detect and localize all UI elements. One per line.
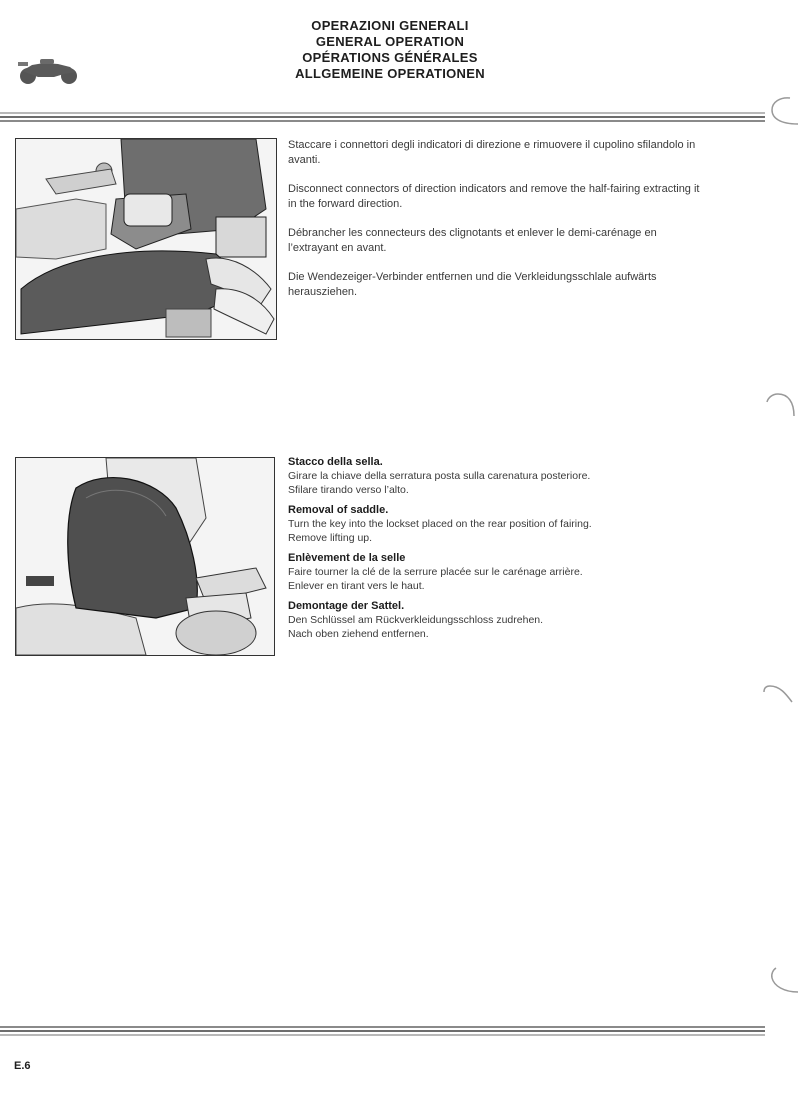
saddle-line: Den Schlüssel am Rückverkleidungsschloss zudrehen. [288,614,544,626]
header-title-de: ALLGEMEINE OPERATIONEN [295,66,485,81]
saddle-removal-illustration [15,457,275,656]
saddle-heading-it: Stacco della sella. [288,456,383,468]
saddle-line: Enlever en tirant vers le haut. [288,580,425,592]
instruction-it: Staccare i connettori degli indicatori di direzione e rimuovere il cupolino sfilandolo in avanti. [288,139,696,166]
motorcycle-icon [14,53,84,89]
saddle-line: Nach oben ziehend entfernen. [288,628,429,640]
saddle-heading-de: Demontage der Sattel. [288,600,405,612]
binder-hole-mark [760,962,800,1002]
saddle-instructions [288,455,708,641]
saddle-line: Faire tourner la clé de la serrure placée sur le carénage arrière. [288,566,583,578]
instruction-de: Die Wendezeiger-Verbinder entfernen und die Verkleidungsschlale aufwärts herausziehen. [288,271,657,298]
half-fairing-illustration [15,138,277,340]
saddle-line: Turn the key into the lockset placed on the rear position of fairing. [288,518,592,530]
binder-hole-mark [760,386,800,426]
binder-hole-mark [760,92,800,132]
saddle-line: Remove lifting up. [288,532,373,544]
page-header [0,18,800,82]
header-title-fr: OPÉRATIONS GÉNÉRALES [302,50,478,65]
instruction-fr: Débrancher les connecteurs des clignotants et enlever le demi-carénage en l’extrayant en avant. [288,227,657,254]
saddle-line: Sfilare tirando verso l’alto. [288,484,409,496]
saddle-heading-en: Removal of saddle. [288,504,389,516]
saddle-line: Girare la chiave della serratura posta sulla carenatura posteriore. [288,470,591,482]
header-title-en: GENERAL OPERATION [315,34,465,49]
fairing-instructions [288,138,703,314]
binder-hole-mark [760,672,800,712]
header-title-it: OPERAZIONI GENERALI [311,18,469,33]
instruction-en: Disconnect connectors of direction indicators and remove the half-fairing extracting it in the forward direction. [288,183,700,210]
saddle-heading-fr: Enlèvement de la selle [288,552,406,564]
page-number: E.6 [14,1060,31,1072]
